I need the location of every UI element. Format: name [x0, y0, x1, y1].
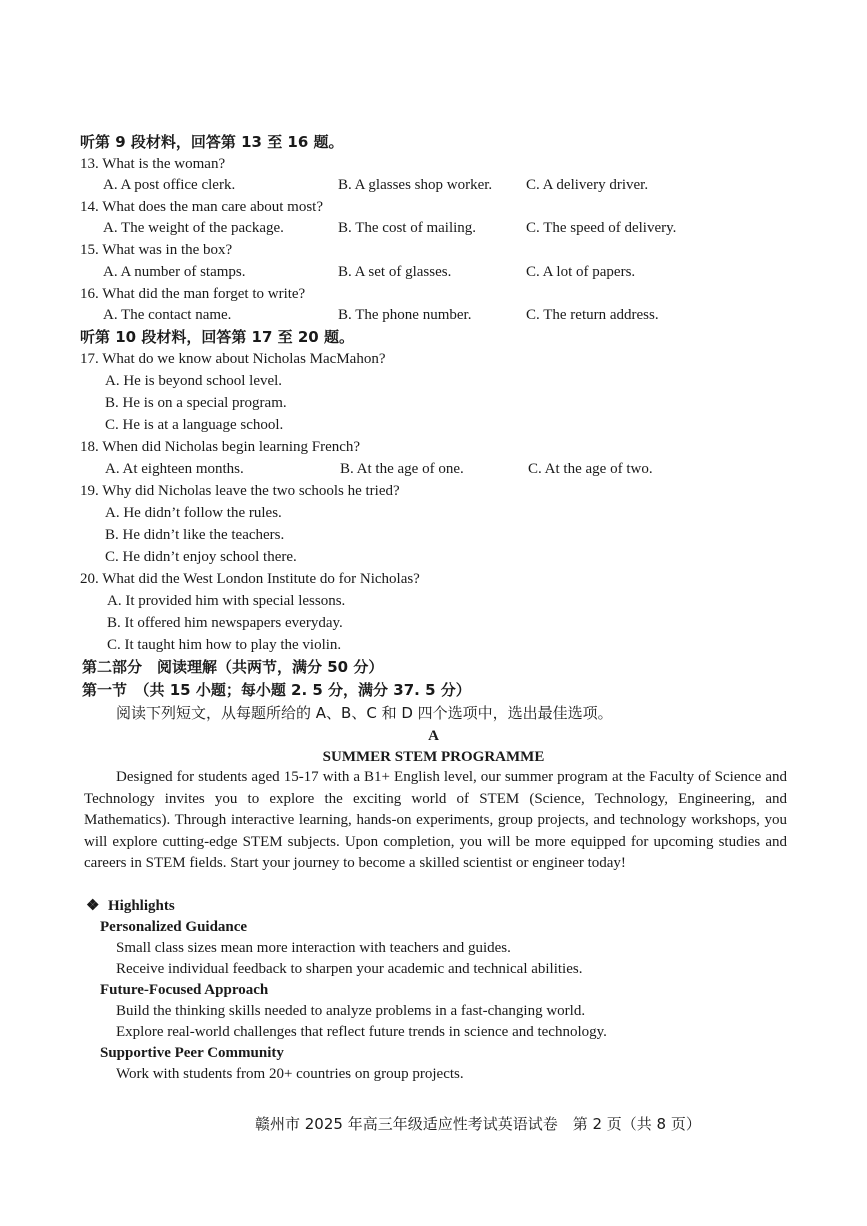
section-10-header: 听第 10 段材料，回答第 17 至 20 题。: [80, 328, 354, 346]
intro-paragraph: Designed for students aged 15-17 with a B1+ English level, our summer program at the Faculty of Science and Technology invites you to explore the exciting world of STEM (Science, Technology, Engineering, and Mathematics). Through interactive learning, hands-on experiments, group projects, and technology workshops, you will explore cutting-edge STEM subjects. Upon completion, you will be more equipped for upcoming studies and careers in STEM fields. Start your journey to become a skilled scientist or engineer today!: [84, 769, 787, 872]
page-footer: 赣州市 2025 年高三年级适应性考试英语试卷 第 2 页（共 8 页）: [255, 1115, 701, 1133]
q20-option-a: A. It provided him with special lessons.: [107, 593, 346, 609]
q19-option-a: A. He didn’t follow the rules.: [105, 505, 282, 521]
highlight-1-title: Personalized Guidance: [100, 919, 248, 935]
q14-option-a: A. The weight of the package.: [103, 220, 284, 236]
q16-option-c: C. The return address.: [526, 307, 659, 323]
q15-option-a: A. A number of stamps.: [103, 264, 246, 280]
passage-letter: A: [428, 728, 439, 744]
q17-option-b: B. He is on a special program.: [105, 395, 287, 411]
q13-option-b: B. A glasses shop worker.: [338, 177, 493, 193]
question-15: 15. What was in the box?: [80, 242, 233, 258]
q18-option-c: C. At the age of two.: [528, 461, 653, 477]
part-2-header: 第二部分 阅读理解（共两节，满分 50 分）: [82, 658, 384, 676]
highlight-2-title: Future-Focused Approach: [100, 982, 269, 998]
q16-option-a: A. The contact name.: [103, 307, 232, 323]
section-9-header: 听第 9 段材料，回答第 13 至 16 题。: [80, 133, 344, 151]
highlight-1-line-1: Small class sizes mean more interaction with teachers and guides.: [116, 940, 511, 956]
q17-option-a: A. He is beyond school level.: [105, 373, 283, 389]
q17-option-c: C. He is at a language school.: [105, 417, 284, 433]
highlights-heading: [86, 899, 175, 914]
q14-option-b: B. The cost of mailing.: [338, 220, 477, 236]
question-18: 18. When did Nicholas begin learning French?: [80, 439, 361, 455]
q15-option-b: B. A set of glasses.: [338, 264, 452, 280]
highlight-3-line-1: Work with students from 20+ countries on group projects.: [116, 1066, 464, 1082]
q14-option-c: C. The speed of delivery.: [526, 220, 677, 236]
question-20: 20. What did the West London Institute do for Nicholas?: [80, 571, 420, 587]
highlight-3-title: Supportive Peer Community: [100, 1045, 284, 1061]
q19-option-c: C. He didn’t enjoy school there.: [105, 549, 297, 565]
question-16: 16. What did the man forget to write?: [80, 286, 306, 302]
highlight-2-line-2: Explore real-world challenges that reflect future trends in science and technology.: [116, 1024, 607, 1040]
reading-instruction: 阅读下列短文，从每题所给的 A、B、C 和 D 四个选项中，选出最佳选项。: [116, 704, 613, 722]
q15-option-c: C. A lot of papers.: [526, 264, 636, 280]
q16-option-b: B. The phone number.: [338, 307, 472, 323]
q13-option-c: C. A delivery driver.: [526, 177, 649, 193]
q19-option-b: B. He didn’t like the teachers.: [105, 527, 285, 543]
question-13: 13. What is the woman?: [80, 156, 226, 172]
q18-option-a: A. At eighteen months.: [105, 461, 244, 477]
diamond-bullet-icon: ❖: [86, 898, 100, 914]
question-19: 19. Why did Nicholas leave the two schools he tried?: [80, 483, 400, 499]
highlight-1-line-2: Receive individual feedback to sharpen your academic and technical abilities.: [116, 961, 583, 977]
highlight-2-line-1: Build the thinking skills needed to analyze problems in a fast-changing world.: [116, 1003, 586, 1019]
q13-option-a: A. A post office clerk.: [103, 177, 236, 193]
passage-title: SUMMER STEM PROGRAMME: [322, 749, 545, 765]
q20-option-c: C. It taught him how to play the violin.: [107, 637, 342, 653]
highlights-label: Highlights: [108, 898, 175, 914]
question-14: 14. What does the man care about most?: [80, 199, 323, 215]
section-1-header: 第一节 （共 15 小题；每小题 2. 5 分，满分 37. 5 分）: [82, 681, 471, 699]
q18-option-b: B. At the age of one.: [340, 461, 464, 477]
q20-option-b: B. It offered him newspapers everyday.: [107, 615, 343, 631]
question-17: 17. What do we know about Nicholas MacMahon?: [80, 351, 386, 367]
